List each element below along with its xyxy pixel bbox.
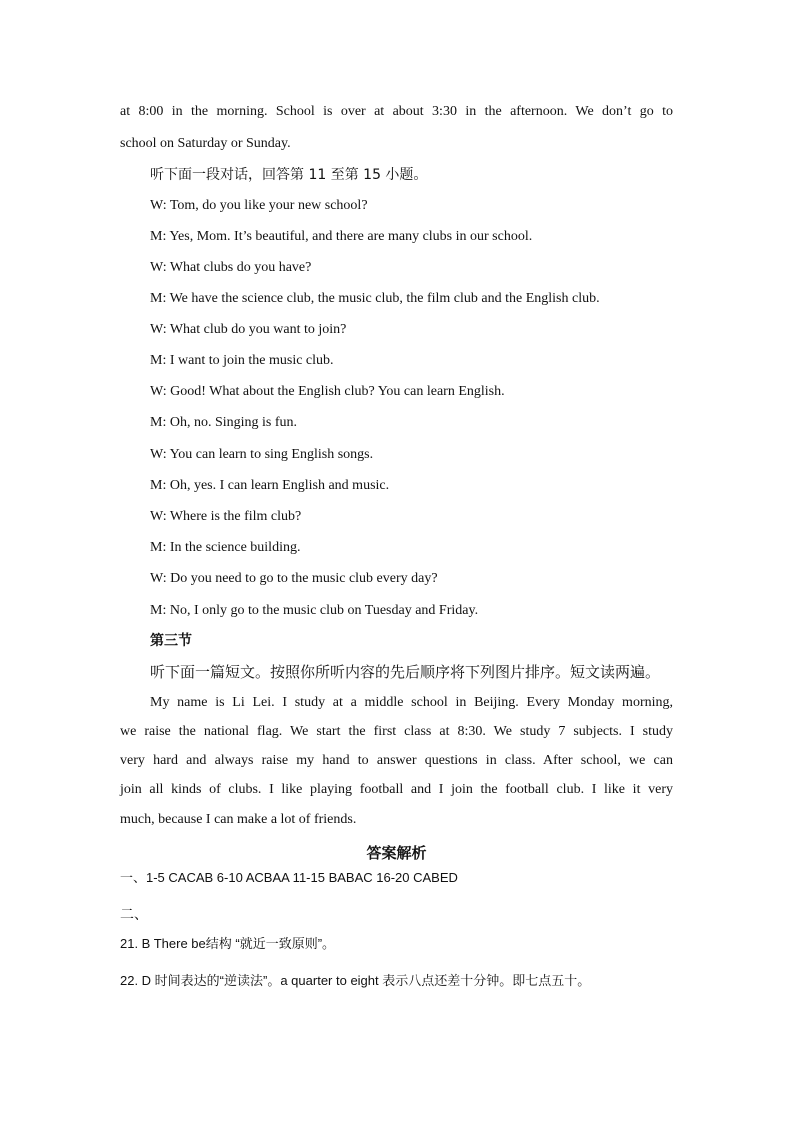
dialogue-line: W: You can learn to sing English songs. bbox=[150, 447, 374, 462]
answer-line: 22. D 时间表达的“逆读法”。a quarter to eight 表示八点还差十分钟。即七点五十。 bbox=[120, 973, 591, 988]
answers-heading: 答案解析 bbox=[366, 844, 427, 862]
paragraph-line: school on Saturday or Sunday. bbox=[120, 136, 291, 151]
passage-line: join all kinds of clubs. I like playing football and I join the football club. I like it very bbox=[120, 782, 673, 797]
section-instruction: 听下面一段对话，回答第 11 至第 15 小题。 bbox=[150, 167, 428, 183]
dialogue-line: M: No, I only go to the music club on Tuesday and Friday. bbox=[150, 603, 479, 618]
passage-line: My name is Li Lei. I study at a middle school in Beijing. Every Monday morning, bbox=[150, 695, 673, 710]
section-heading: 第三节 bbox=[150, 633, 192, 649]
dialogue-line: W: Where is the film club? bbox=[150, 509, 302, 524]
answer-label: 二、 bbox=[120, 907, 148, 923]
dialogue-line: M: We have the science club, the music club, the film club and the English club. bbox=[150, 291, 600, 306]
dialogue-line: M: I want to join the music club. bbox=[150, 353, 334, 368]
dialogue-line: M: Yes, Mom. It’s beautiful, and there are many clubs in our school. bbox=[150, 229, 533, 244]
dialogue-line: M: Oh, no. Singing is fun. bbox=[150, 415, 298, 430]
dialogue-line: W: Good! What about the English club? You can learn English. bbox=[150, 384, 505, 399]
dialogue-line: W: Do you need to go to the music club every day? bbox=[150, 571, 438, 586]
passage-line: much, because I can make a lot of friends. bbox=[120, 812, 357, 827]
answer-line: 21. B There be结构 “就近一致原则”。 bbox=[120, 936, 336, 951]
dialogue-line: W: Tom, do you like your new school? bbox=[150, 198, 368, 213]
dialogue-line: W: What club do you want to join? bbox=[150, 322, 347, 337]
answer-line: 一、1-5 CACAB 6-10 ACBAA 11-15 BABAC 16-20 CABED bbox=[120, 870, 458, 885]
dialogue-line: M: In the science building. bbox=[150, 540, 301, 555]
dialogue-line: W: What clubs do you have? bbox=[150, 260, 312, 275]
dialogue-line: M: Oh, yes. I can learn English and music. bbox=[150, 478, 390, 493]
passage-line: we raise the national flag. We start the first class at 8:30. We study 7 subjects. I study bbox=[120, 724, 673, 739]
paragraph-line: at 8:00 in the morning. School is over at about 3:30 in the afternoon. We don’t go to bbox=[120, 104, 673, 119]
passage-line: very hard and always raise my hand to answer questions in class. After school, we can bbox=[120, 753, 673, 768]
section-instruction: 听下面一篇短文。按照你所听内容的先后顺序将下列图片排序。短文读两遍。 bbox=[150, 663, 661, 681]
